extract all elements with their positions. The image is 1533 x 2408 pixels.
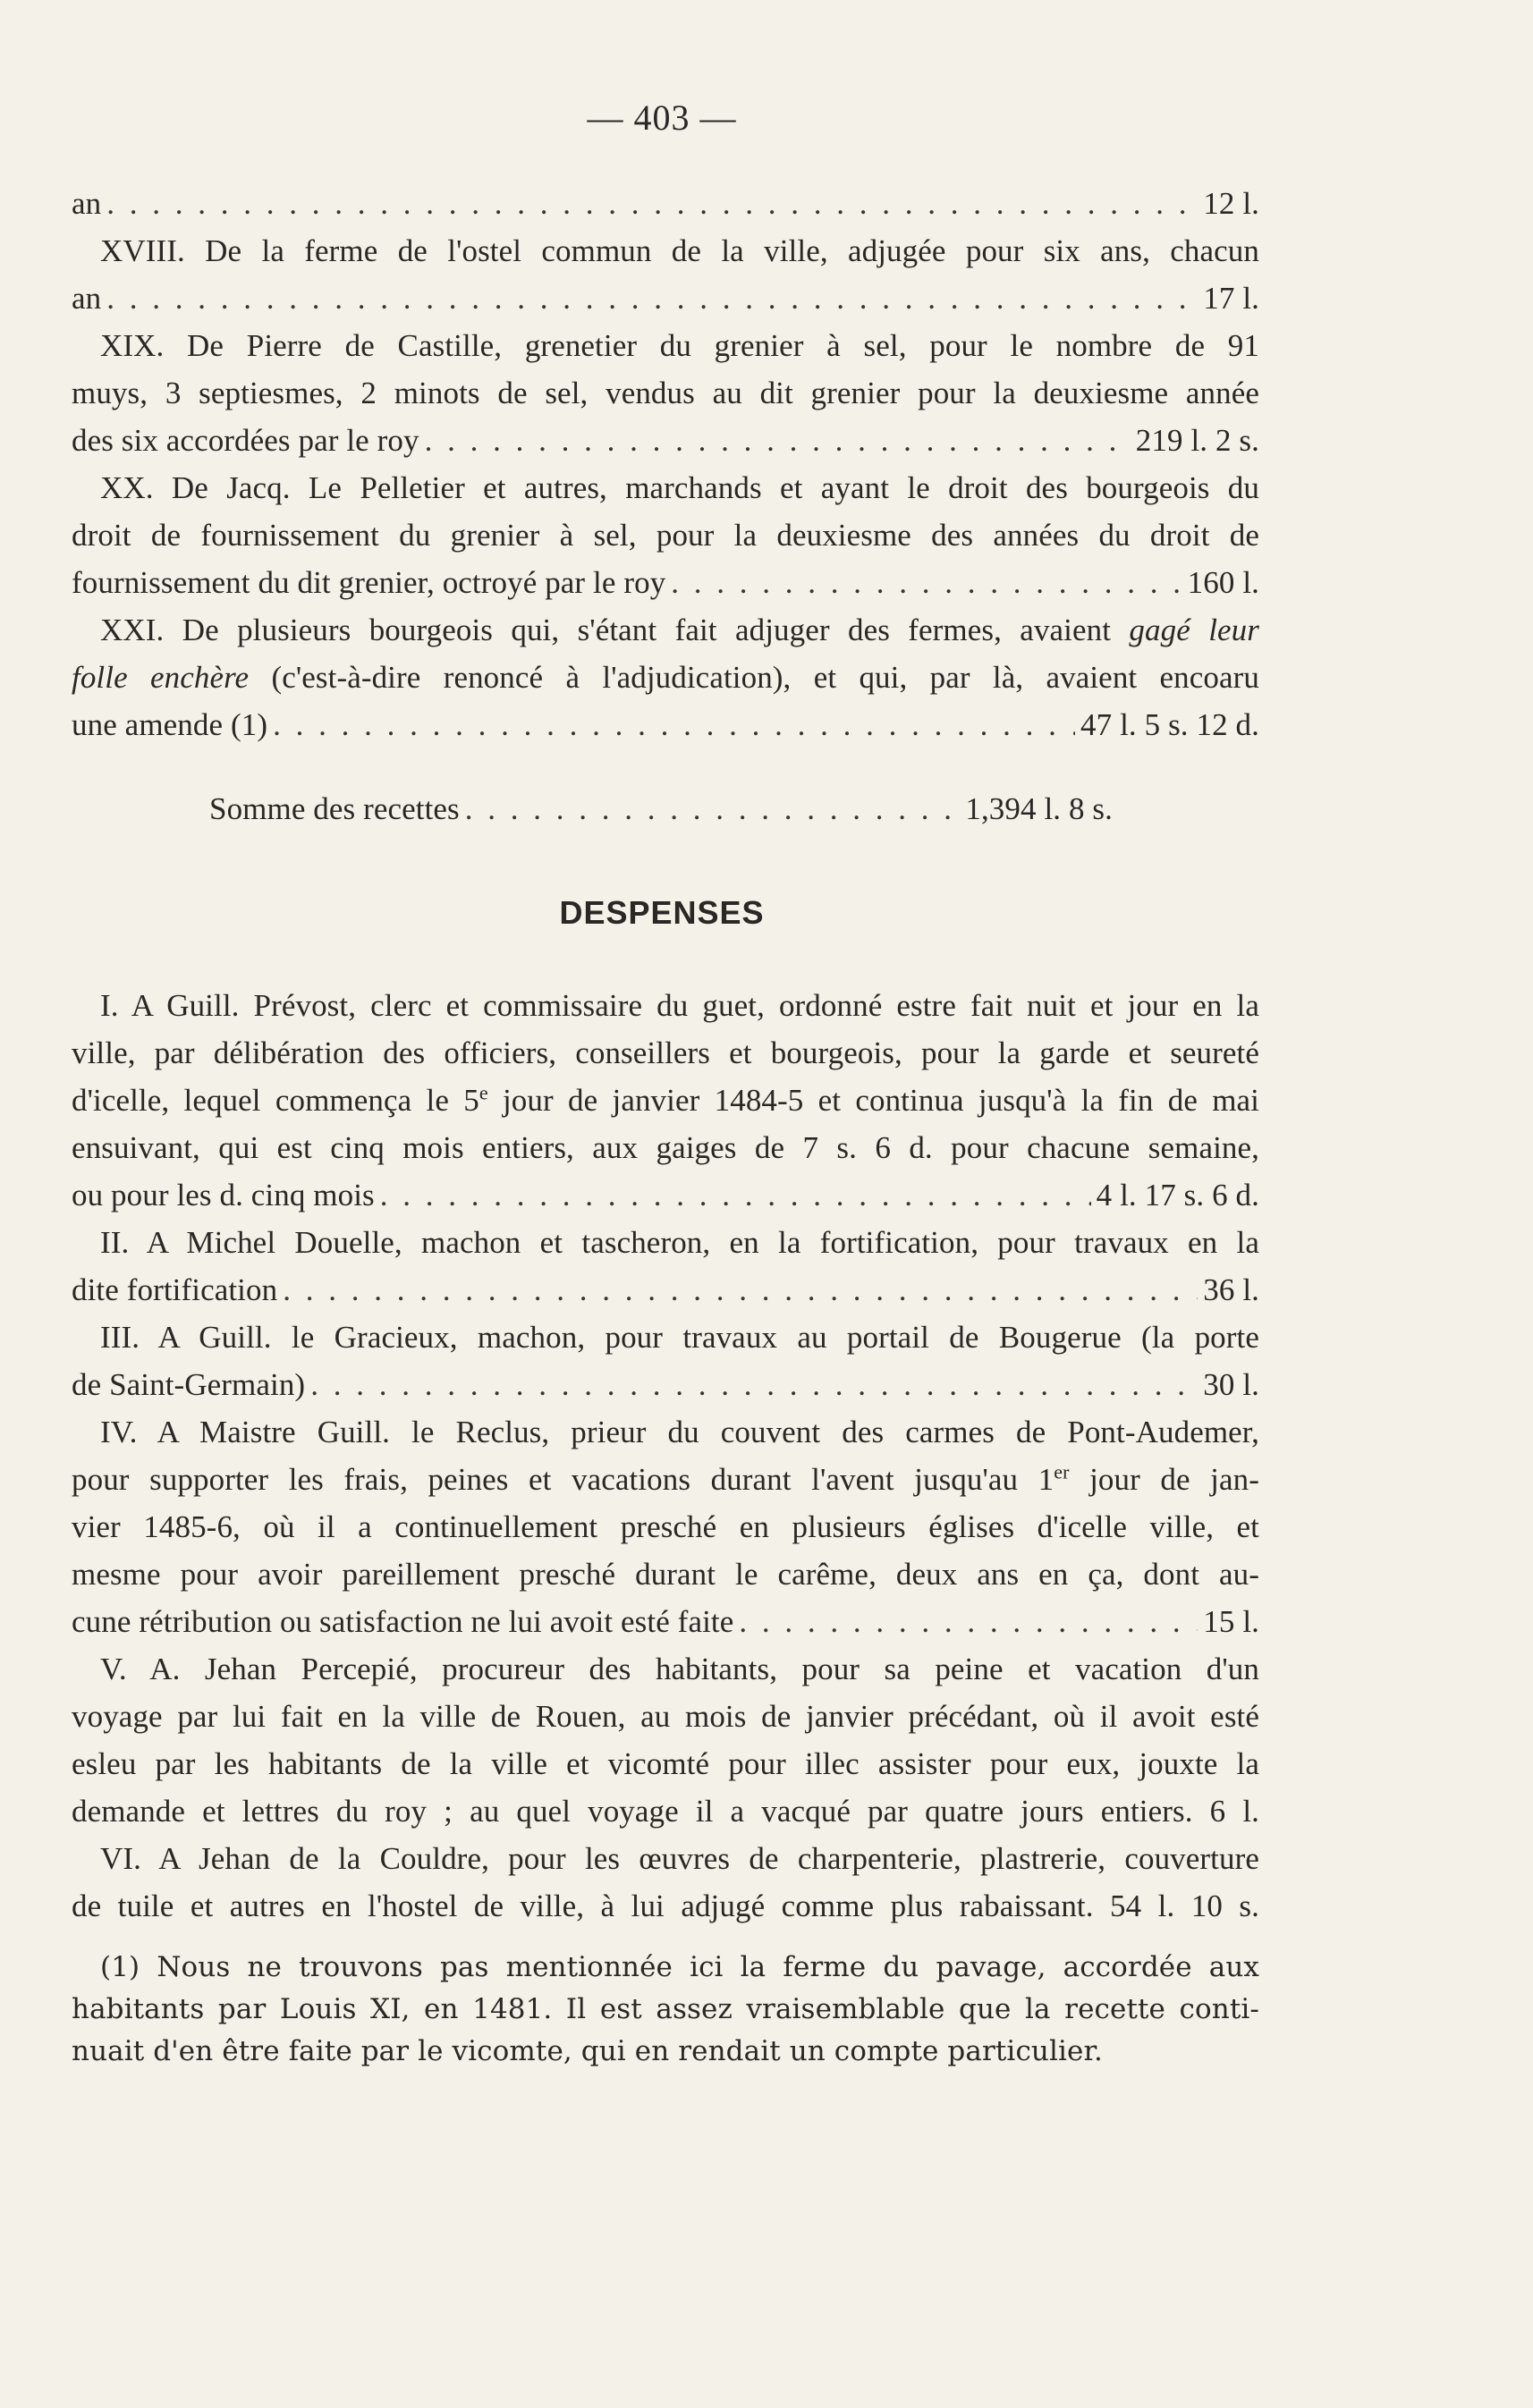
entry-line: an . . . 12 l.	[72, 180, 1259, 227]
total-label: Somme des recettes	[209, 791, 460, 826]
entry-line: d'icelle, lequel commença le 5e jour de janvier 1484-5 et continua jusqu'à la fin de mai	[72, 1081, 1259, 1118]
section-heading: DESPENSES	[559, 894, 765, 931]
entry-line: fournissement du dit grenier, octroyé par le roy . . . 160 l.	[72, 559, 1259, 606]
entry-line: de tuile et autres en l'hostel de ville, à lui adjugé comme plus rabaissant. 54 l. 10 s.	[72, 1888, 1259, 1923]
footnote-line: habitants par Louis XI, en 1481. Il est assez vraisemblable que la recette conti-	[72, 1993, 1259, 2025]
entry-line: I. A Guill. Prévost, clerc et commissaire du guet, ordonné estre fait nuit et jour en la	[100, 988, 1259, 1023]
entry-line: des six accordées par le roy . . . 219 l. 2 s.	[72, 417, 1259, 464]
entry-line: pour supporter les frais, peines et vacations durant l'avent jusqu'au 1er jour de jan-	[72, 1460, 1259, 1497]
entry-line: cune rétribution ou satisfaction ne lui avoit esté faite . . . 15 l.	[72, 1598, 1259, 1645]
entry-line: muys, 3 septiesmes, 2 minots de sel, vendus au dit grenier pour la deuxiesme année	[72, 376, 1259, 410]
entry-line: XIX. De Pierre de Castille, grenetier du grenier à sel, pour le nombre de 91	[100, 328, 1259, 363]
entry-line: voyage par lui fait en la ville de Rouen, au mois de janvier précédant, où il avoit esté	[72, 1699, 1259, 1734]
entry-line: ville, par délibération des officiers, conseillers et bourgeois, pour la garde et seureté	[72, 1035, 1259, 1070]
entry-line: XVIII. De la ferme de l'ostel commun de la ville, adjugée pour six ans, chacun	[100, 233, 1259, 268]
footnote-line: (1) Nous ne trouvons pas mentionnée ici la ferme du pavage, accordée aux	[100, 1951, 1259, 1983]
entry-line: IV. A Maistre Guill. le Reclus, prieur du couvent des carmes de Pont-Audemer,	[100, 1415, 1259, 1449]
entry-line: de Saint-Germain) . . . 30 l.	[72, 1361, 1259, 1408]
entry-line: an . . . 17 l.	[72, 275, 1259, 322]
footnote	[72, 1947, 1259, 2073]
footnote-line: nuait d'en être faite par le vicomte, qui en rendait un compte particulier.	[72, 2035, 1103, 2067]
entry-line: vier 1485-6, où il a continuellement presché en plusieurs églises d'icelle ville, et	[72, 1509, 1259, 1544]
total-recettes	[209, 785, 1113, 832]
entry-line: II. A Michel Douelle, machon et tascheron, en la fortification, pour travaux en la	[100, 1225, 1259, 1260]
entry-line: mesme pour avoir pareillement presché durant le carême, deux ans en ça, dont au-	[72, 1557, 1259, 1592]
entry-line: ensuivant, qui est cinq mois entiers, aux gaiges de 7 s. 6 d. pour chacune semaine,	[72, 1130, 1259, 1165]
entry-line: dite fortification . . . 36 l.	[72, 1266, 1259, 1314]
entry-line: XXI. De plusieurs bourgeois qui, s'étant fait adjuger des fermes, avaient gagé leur	[100, 613, 1259, 647]
page-number: — 403 —	[587, 97, 737, 138]
entry-line: une amende (1) . . . 47 l. 5 s. 12 d.	[72, 701, 1259, 748]
entry-line: esleu par les habitants de la ville et vicomté pour illec assister pour eux, jouxte la	[72, 1746, 1259, 1781]
entry-line: XX. De Jacq. Le Pelletier et autres, marchands et ayant le droit des bourgeois du	[100, 470, 1259, 505]
entry-line: ou pour les d. cinq mois . . . 4 l. 17 s. 6 d.	[72, 1171, 1259, 1219]
total-amount: 1,394 l. 8 s.	[965, 791, 1113, 826]
entry-line: VI. A Jehan de la Couldre, pour les œuvres de charpenterie, plastrerie, couverture	[100, 1841, 1259, 1876]
entry-line: folle enchère (c'est-à-dire renoncé à l'adjudication), et qui, par là, avaient encoaru	[72, 660, 1259, 695]
entry-line: droit de fournissement du grenier à sel, pour la deuxiesme des années du droit de	[72, 518, 1259, 553]
entry-line: demande et lettres du roy ; au quel voyage il a vacqué par quatre jours entiers. 6 l.	[72, 1794, 1259, 1829]
entry-line: III. A Guill. le Gracieux, machon, pour travaux au portail de Bougerue (la porte	[100, 1320, 1259, 1355]
despenses-block	[72, 982, 1259, 1930]
recettes-block	[72, 180, 1259, 748]
entry-line: V. A. Jehan Percepié, procureur des habitants, pour sa peine et vacation d'un	[100, 1652, 1259, 1686]
